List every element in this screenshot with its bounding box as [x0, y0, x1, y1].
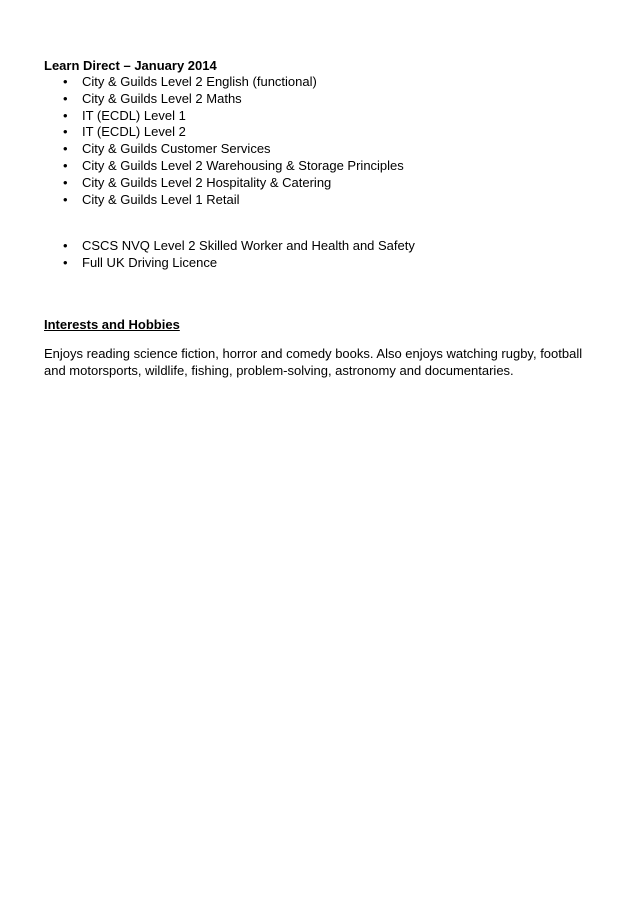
- education-heading: Learn Direct – January 2014: [44, 58, 217, 73]
- interests-line: Enjoys reading science fiction, horror and comedy books. Also enjoys watching rugby, football: [44, 346, 583, 361]
- bullet: •: [63, 74, 68, 89]
- course-item-text: City & Guilds Level 2 English (functional): [82, 74, 317, 89]
- course-item-text: City & Guilds Level 1 Retail: [82, 191, 240, 207]
- course-item-text: City & Guilds Customer Services: [82, 141, 271, 157]
- qualification-item-text: Full UK Driving Licence: [82, 254, 218, 270]
- bullet: •: [63, 157, 68, 173]
- bullet: •: [63, 90, 68, 106]
- bullet: •: [63, 254, 68, 270]
- bullet: •: [63, 141, 68, 157]
- bullet: •: [63, 191, 68, 207]
- course-item-text: IT (ECDL) Level 1: [82, 107, 186, 123]
- bullet: •: [63, 124, 68, 140]
- course-item-text: City & Guilds Level 2 Maths: [82, 90, 242, 106]
- bullet: •: [63, 174, 68, 190]
- interests-heading: Interests and Hobbies: [44, 317, 180, 332]
- course-item-text: City & Guilds Level 2 Hospitality & Catering: [82, 174, 332, 190]
- bullet: •: [63, 107, 68, 123]
- course-item-text: IT (ECDL) Level 2: [82, 124, 186, 140]
- qualification-item-text: CSCS NVQ Level 2 Skilled Worker and Health and Safety: [82, 238, 415, 253]
- bullet: •: [63, 238, 68, 253]
- interests-paragraph: [44, 345, 604, 379]
- course-item-text: City & Guilds Level 2 Warehousing & Storage Principles: [82, 157, 404, 173]
- interests-line: and motorsports, wildlife, fishing, problem-solving, astronomy and documentaries.: [44, 363, 514, 378]
